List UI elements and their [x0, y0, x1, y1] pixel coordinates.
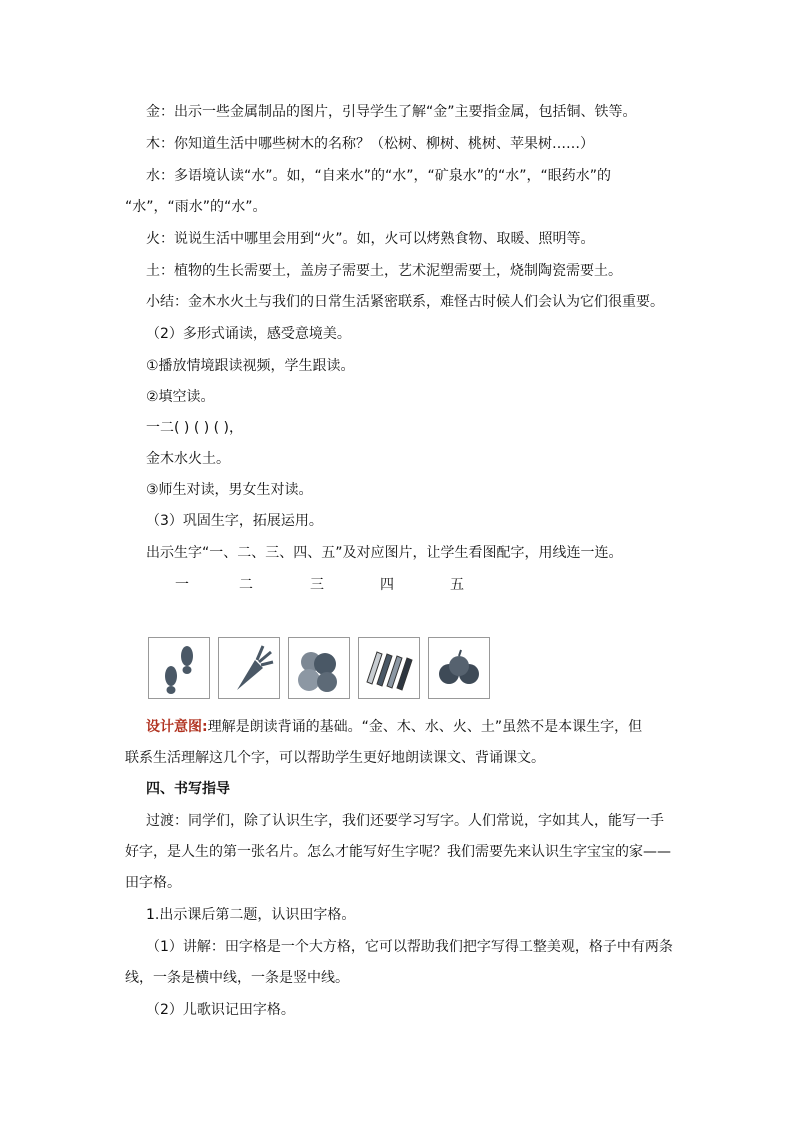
- step-fill-read: ②填空读。: [146, 389, 215, 405]
- numeral-three: 三: [310, 577, 324, 593]
- writing-transition-2: 好字，是人生的第一张名片。怎么才能写好生字呢？我们需要先来认识生字宝宝的家——: [125, 844, 671, 860]
- balls-icon: [289, 638, 349, 698]
- pencils-icon: [359, 638, 419, 698]
- writing-transition-1: 过渡：同学们，除了认识生字，我们还要学习写字。人们常说，字如其人，能写一手: [146, 813, 664, 829]
- paragraph-mu: 木：你知道生活中哪些树木的名称？（松树、柳树、桃树、苹果树……）: [146, 136, 594, 152]
- step-3-heading: （3）巩固生字，拓展运用。: [146, 513, 323, 529]
- section-title: 四、书写指导: [146, 781, 230, 797]
- numeral-five: 五: [450, 577, 464, 593]
- design-intent-line1: [146, 717, 642, 737]
- numeral-four: 四: [380, 577, 394, 593]
- design-intent-label: 设计意图:: [146, 719, 208, 735]
- writing-transition-3: 田字格。: [125, 875, 181, 891]
- image-pencils: [358, 637, 420, 699]
- writing-rhyme: （2）儿歌识记田字格。: [146, 1002, 295, 1018]
- writing-step-1: 1.出示课后第二题，认识田字格。: [146, 907, 356, 923]
- design-intent-text-1: 理解是朗读背诵的基础。“金、木、水、火、土”虽然不是本课生字，但: [207, 719, 643, 735]
- image-apples: [428, 637, 490, 699]
- paragraph-summary: 小结：金木水火土与我们的日常生活紧密联系，难怪古时候人们会认为它们很重要。: [146, 294, 664, 310]
- numeral-one: 一: [175, 577, 189, 593]
- step-2-heading: （2）多形式诵读，感受意境美。: [146, 326, 351, 342]
- fill-blank-line: 一二( ) ( ) ( )，: [146, 420, 244, 436]
- design-intent-line2: 联系生活理解这几个字，可以帮助学生更好地朗读课文、背诵课文。: [125, 750, 545, 766]
- carrot-icon: [219, 638, 279, 698]
- paragraph-tu: 土：植物的生长需要土，盖房子需要土，艺术泥塑需要土，烧制陶瓷需要土。: [146, 263, 622, 279]
- image-footprints: [148, 637, 210, 699]
- image-balls: [288, 637, 350, 699]
- paragraph-shui-cont: “水”，“雨水”的“水”。: [125, 199, 267, 215]
- paragraph-shui: 水：多语境认读“水”。如，“自来水”的“水”，“矿泉水”的“水”，“眼药水”的: [146, 168, 612, 184]
- paragraph-huo: 火：说说生活中哪里会用到“火”。如，火可以烤熟食物、取暖、照明等。: [146, 231, 595, 247]
- apples-icon: [429, 638, 489, 698]
- writing-explain-2: 线，一条是横中线，一条是竖中线。: [125, 970, 349, 986]
- footprints-icon: [149, 638, 209, 698]
- step-pair-read: ③师生对读，男女生对读。: [146, 482, 313, 498]
- image-carrot: [218, 637, 280, 699]
- matching-instruction: 出示生字“一、二、三、四、五”及对应图片，让学生看图配字，用线连一连。: [146, 545, 623, 561]
- step-video-read: ①播放情境跟读视频，学生跟读。: [146, 358, 355, 374]
- numeral-two: 二: [239, 577, 253, 593]
- five-elements-line: 金木水火土。: [146, 451, 230, 467]
- writing-explain-1: （1）讲解：田字格是一个大方格，它可以帮助我们把字写得工整美观，格子中有两条: [146, 939, 673, 955]
- paragraph-jin: 金：出示一些金属制品的图片，引导学生了解“金”主要指金属，包括铜、铁等。: [146, 104, 637, 120]
